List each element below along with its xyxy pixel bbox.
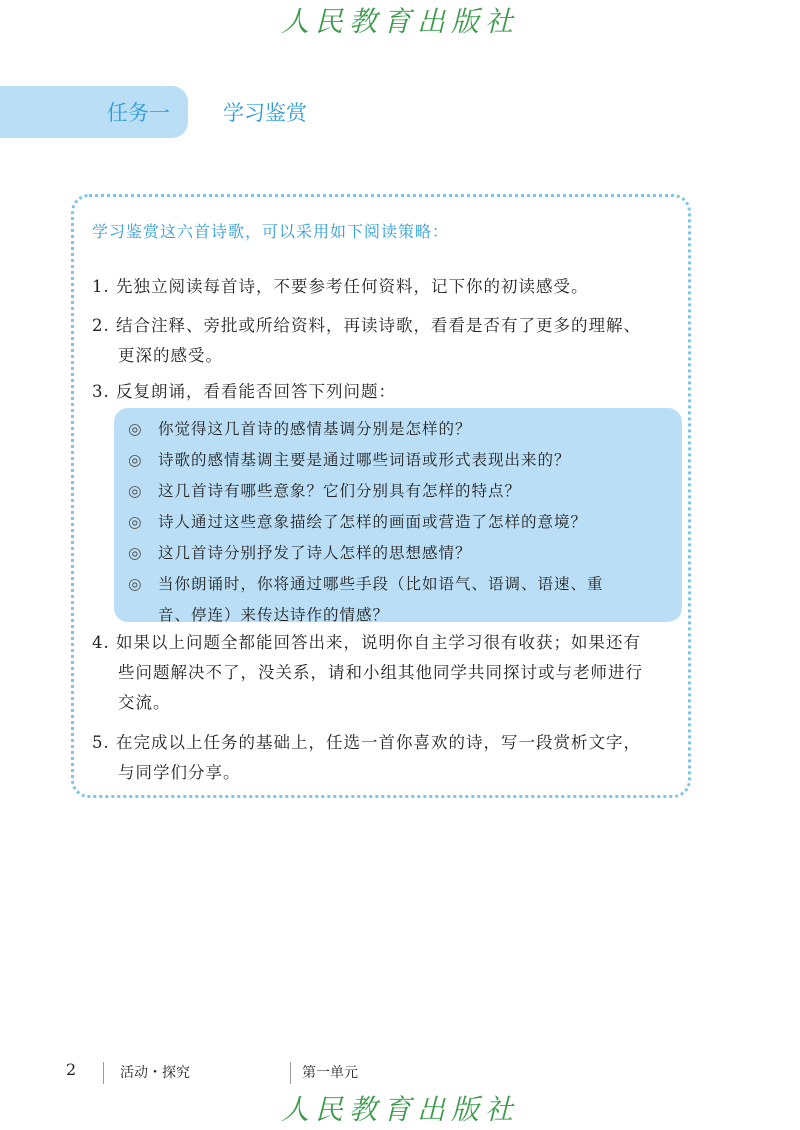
footer-unit: 第一单元 — [302, 1065, 358, 1081]
strategy-item-5 — [92, 728, 672, 788]
question-2 — [128, 445, 673, 476]
bullet-icon: ◎ — [128, 575, 143, 593]
item-text-continued: 更深的感受。 — [118, 346, 223, 365]
bullet-icon: ◎ — [128, 420, 143, 438]
strategy-item-4 — [92, 628, 672, 718]
question-text: 诗歌的感情基调主要是通过哪些词语或形式表现出来的？ — [158, 451, 571, 469]
bullet-icon: ◎ — [128, 451, 143, 469]
item-number: 1. — [92, 277, 110, 296]
question-text: 这几首诗有哪些意象？它们分别具有怎样的特点？ — [158, 482, 522, 500]
item-text: 在完成以上任务的基础上，任选一首你喜欢的诗，写一段赏析文字， — [116, 733, 641, 752]
footer-divider — [290, 1062, 291, 1084]
publisher-logo-bottom: 人民教育出版社 — [280, 1093, 519, 1126]
question-text: 这几首诗分别抒发了诗人怎样的思想感情？ — [158, 544, 472, 562]
item-number: 2. — [92, 316, 110, 335]
question-text: 当你朗诵时，你将通过哪些手段（比如语气、语调、语速、重 — [158, 575, 604, 593]
item-text-continued: 些问题解决不了，没关系，请和小组其他同学共同探讨或与老师进行 — [118, 663, 643, 682]
publisher-logo-top: 人民教育出版社 — [280, 5, 519, 38]
item-text: 反复朗诵，看看能否回答下列问题： — [116, 382, 396, 401]
question-4 — [128, 507, 673, 538]
strategy-item-2 — [92, 311, 672, 371]
task-label: 任务一 — [107, 101, 170, 125]
task-title: 学习鉴赏 — [223, 101, 307, 125]
footer-divider — [103, 1062, 104, 1084]
strategy-item-1 — [92, 272, 672, 302]
bullet-icon: ◎ — [128, 544, 143, 562]
question-3 — [128, 476, 673, 507]
item-text: 如果以上问题全都能回答出来，说明你自主学习很有收获；如果还有 — [116, 633, 641, 652]
question-1 — [128, 414, 673, 445]
item-text-continued: 与同学们分享。 — [118, 763, 241, 782]
bullet-icon: ◎ — [128, 482, 143, 500]
strategy-item-3 — [92, 377, 672, 407]
item-text: 先独立阅读每首诗，不要参考任何资料，记下你的初读感受。 — [116, 277, 589, 296]
question-6 — [128, 569, 673, 631]
item-number: 4. — [92, 633, 110, 652]
item-number: 3. — [92, 382, 110, 401]
question-5 — [128, 538, 673, 569]
strategy-intro: 学习鉴赏这六首诗歌，可以采用如下阅读策略： — [92, 222, 450, 241]
item-number: 5. — [92, 733, 110, 752]
page-number: 2 — [66, 1060, 77, 1079]
item-text-continued: 交流。 — [118, 693, 171, 712]
question-text-continued: 音、停连）来传达诗作的情感？ — [158, 606, 390, 624]
bullet-icon: ◎ — [128, 513, 143, 531]
question-text: 诗人通过这些意象描绘了怎样的画面或营造了怎样的意境？ — [158, 513, 588, 531]
question-text: 你觉得这几首诗的感情基调分别是怎样的？ — [158, 420, 472, 438]
footer-section: 活动・探究 — [120, 1065, 190, 1081]
item-text: 结合注释、旁批或所给资料，再读诗歌，看看是否有了更多的理解、 — [116, 316, 641, 335]
